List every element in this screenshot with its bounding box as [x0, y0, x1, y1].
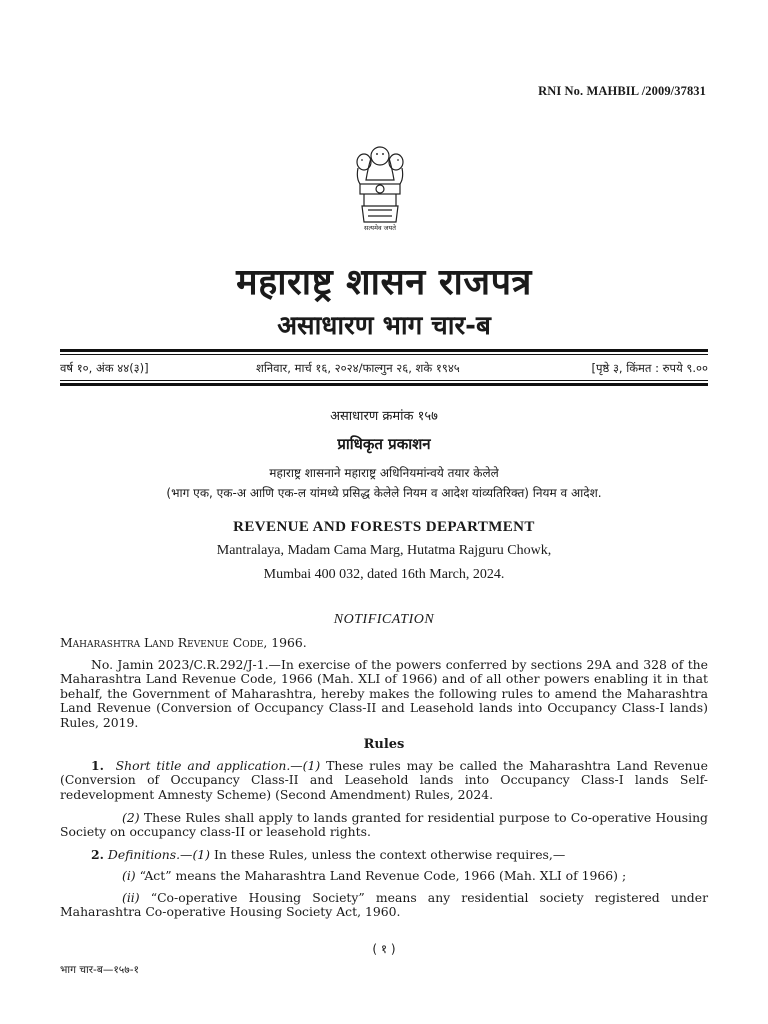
- rule-1-text: These rules may be called the Maharashtra Land Revenue (Conversion of Occupancy Class-II and Leasehold lands into Occupancy Class-I lands Self-redevelopment Amnesty Scheme) (Second Amendment) Rules, 2024.: [60, 758, 708, 802]
- code-title: [60, 636, 708, 650]
- definition-i-paragraph: [60, 869, 708, 883]
- definitions-paragraph: 2. Definitions.—(1) In these Rules, unless the context otherwise requires,—: [91, 847, 566, 862]
- rule-1-2-number: (2): [122, 810, 140, 825]
- definitions-title: Definitions.: [107, 847, 181, 862]
- department-address-line-1: Mantralaya, Madam Cama Marg, Hutatma Rajguru Chowk,: [216, 543, 552, 558]
- marathi-intro-line-2: (भाग एक, एक-अ आणि एक-ल यांमध्ये प्रसिद्ध केलेले नियम व आदेश यांव्यतिरिक्त) नियम व आदेश.: [166, 486, 602, 500]
- pages-price: [पृष्ठे ३, किंमत : रुपये ९.००: [591, 361, 708, 375]
- issue-date: शनिवार, मार्च १६, २०२४/फाल्गुन २६, शके १९४५: [256, 361, 460, 375]
- preamble-text: No. Jamin 2023/C.R.292/J-1.—In exercise of the powers conferred by sections 29A and 328 of the Maharashtra Land Revenue Code, 1966 (Mah. XLI of 1966) and of all other powers enabling it in that behalf, the Government of Maharashtra, hereby makes the following rules to amend the Maharashtra Land Revenue (Conversion of Occupancy Class-II and Leasehold lands into Occupancy Class-I lands) Rules, 2019.: [60, 657, 708, 730]
- definition-i-text: “Act” means the Maharashtra Land Revenue Code, 1966 (Mah. XLI of 1966) ;: [139, 868, 627, 883]
- national-emblem-icon: [346, 140, 414, 236]
- definition-i-number: (i): [122, 868, 136, 883]
- header-rule-bottom: [60, 380, 708, 386]
- code-title-text: Maharashtra Land Revenue Code, 1966.: [60, 635, 307, 650]
- extraordinary-number: असाधारण क्रमांक १५७: [330, 409, 438, 424]
- definitions-sub-number: (1): [192, 847, 210, 862]
- footer-code: भाग चार-ब—१५७-१: [60, 964, 139, 976]
- department-address-line-2: Mumbai 400 032, dated 16th March, 2024.: [263, 567, 505, 582]
- header-rule-top: [60, 349, 708, 355]
- authorized-publication: प्राधिकृत प्रकाशन: [337, 435, 431, 453]
- marathi-intro-line-1: महाराष्ट्र शासनाने महाराष्ट्र अधिनियमांन्वये तयार केलेले: [269, 466, 499, 480]
- rules-heading: Rules: [363, 737, 405, 752]
- department-name: REVENUE AND FORESTS DEPARTMENT: [233, 519, 535, 535]
- gazette-title: महाराष्ट्र शासन राजपत्र: [236, 262, 532, 303]
- rule-1-number: 1.: [91, 758, 104, 773]
- rule-1-title: Short title and application.: [115, 758, 291, 773]
- rule-1-paragraph: 1. Short title and application.—(1) These rules may be called the Maharashtra Land Revenue (Conversion of Occupancy Class-II and Leasehold lands into Occupancy Class-I lands Self-redevelopment Amnesty Scheme) (Second Amendment) Rules, 2024.: [60, 758, 708, 802]
- volume-issue: वर्ष १०, अंक ४४(३)]: [60, 361, 149, 375]
- gazette-subtitle: असाधारण भाग चार-ब: [277, 311, 491, 341]
- page-number: ( १ ): [372, 942, 396, 956]
- rule-1-2-text: These Rules shall apply to lands granted for residential purpose to Co-operative Housing Society on occupancy class-II or leasehold rights.: [60, 810, 708, 840]
- rule-1-sub-number: (1): [302, 758, 321, 773]
- definition-ii-number: (ii): [122, 890, 140, 905]
- notification-heading: NOTIFICATION: [333, 612, 435, 627]
- rule-1-2-paragraph: [60, 811, 708, 840]
- definition-ii-text: “Co-operative Housing Society” means any residential society registered under Maharashtra Co-operative Housing Society Act, 1960.: [60, 890, 708, 920]
- definition-ii-paragraph: [60, 891, 708, 920]
- emblem-motto: सत्यमेव जयते: [364, 224, 396, 232]
- definitions-number: 2.: [91, 847, 104, 862]
- definitions-text: In these Rules, unless the context otherwise requires,—: [213, 847, 566, 862]
- preamble-paragraph: [60, 658, 708, 730]
- rni-number: RNI No. MAHBIL /2009/37831: [538, 84, 706, 98]
